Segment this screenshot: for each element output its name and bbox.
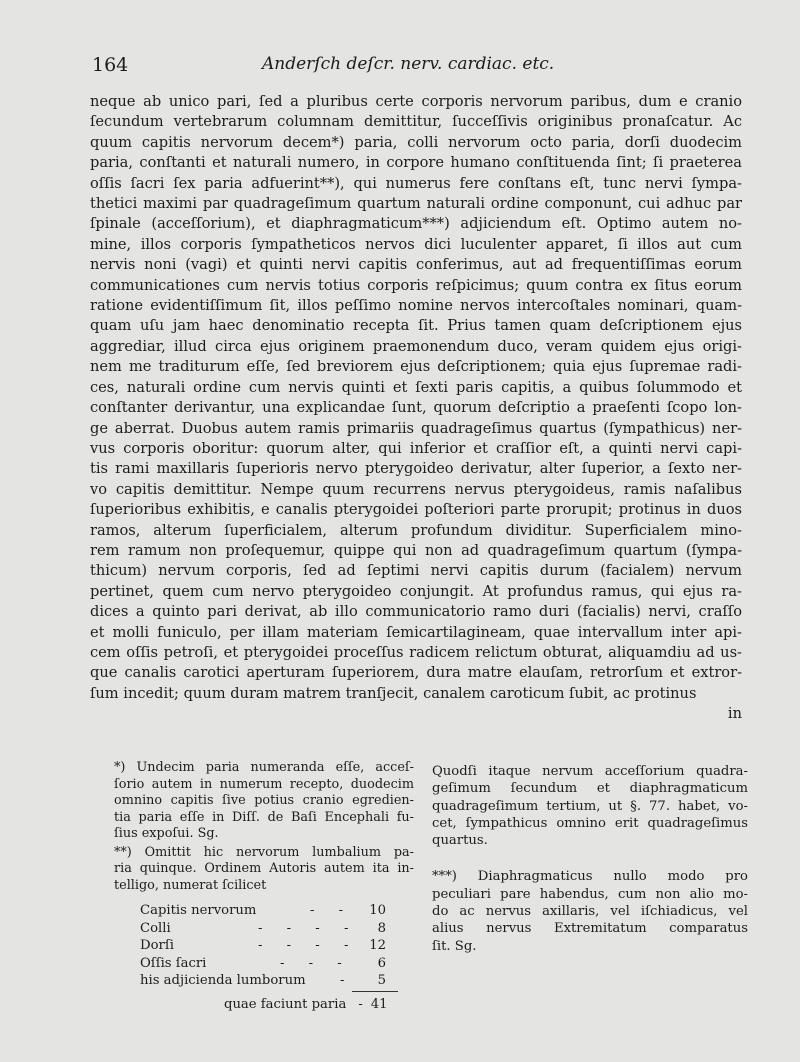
footnote-line: ſius expoſui. Sg. (114, 826, 219, 841)
tally-row (140, 937, 400, 955)
tally-total-dash: - (358, 997, 363, 1012)
footnote-line: alius nervus Extremitatum comparatus (432, 921, 748, 937)
text-line: ge aberrat. Duobus autem ramis primariis quadrageſimus quartus (ſympathicus) ner- (90, 419, 742, 437)
footnote-line: ***) Diaphragmaticus nullo modo pro (432, 869, 748, 885)
tally-value: 12 (369, 938, 386, 954)
text-line: ratione evidentiſſimum ſit, illos peſſimo nomine nervos intercoſtales nominari, quam- (90, 297, 742, 315)
catchword: in (727, 705, 742, 723)
tally-dashes: - - - - (258, 920, 359, 936)
footnote-line: quartus. (432, 833, 488, 849)
text-line: ramos, alterum ſuperficialem, alterum profundum dividitur. Superficialem mino- (90, 521, 742, 539)
text-line: tis rami maxillaris ſuperioris nervo pterygoideo derivatur, alter ſuperior, a ſexto ner- (90, 460, 742, 478)
tally-label: Dorſi (140, 938, 174, 954)
page-header (92, 54, 742, 80)
text-line: ſuperioribus exhibitis, e canalis pterygoidei poſteriori parte prorupit; protinus in duos (90, 501, 742, 519)
tally-dashes: - - - (280, 955, 352, 971)
tally-total-value: 41 (370, 997, 388, 1012)
tally-dashes: - - (310, 903, 354, 918)
footnote-line: omnino capitis ſive potius cranio egredien- (114, 793, 414, 808)
tally-value: 8 (377, 920, 386, 936)
footnote-line: quadrageſimum tertium, ut §. 77. habet, vo- (432, 798, 748, 814)
footnote-line: peculiari pare habendus, cum non alio mo- (432, 886, 748, 902)
footnote-line: telligo, numerat ſcilicet (114, 877, 267, 893)
footnote-line: ſorio autem in numerum recepto, duodecim (114, 776, 414, 792)
text-line: pertinet, quem cum nervo pterygoideo conjungit. At profundus ramus, qui ejus ra- (90, 582, 742, 600)
footnote-line: **) Omittit hic nervorum lumbalium pa- (114, 844, 414, 860)
main-text-block (90, 92, 742, 725)
text-line: paria, conſtanti et naturali numero, in corpore humano conſtituenda ſint; ſi praeterea (90, 154, 742, 172)
text-line: dices a quinto pari derivat, ab illo communicatorio ramo duri (facialis) nervi, craſſo (90, 603, 742, 621)
footnote-line: ſit. Sg. (432, 938, 477, 954)
text-line: rem ramum non proſequemur, quippe qui non ad quadrageſimum quartum (ſympa- (90, 541, 742, 559)
text-line: thicum) nervum corporis, ſed ad ſeptimi nervi capitis durum (facialem) nervum (90, 562, 742, 580)
text-line: ces, naturali ordine cum nervis quinti et ſexti paris capitis, a quibus ſolummodo et (90, 378, 742, 396)
tally-row (140, 920, 400, 938)
tally-total-row (224, 996, 388, 1014)
tally-label: Capitis nervorum (140, 903, 257, 918)
text-line: ſpinale (acceſſorium), et diaphragmaticum***) adjiciendum eſt. Optimo autem no- (90, 215, 742, 233)
text-line: oſſis ſacri ſex paria adfuerint**), qui numerus fere conſtans eſt, tunc nervi ſympa- (90, 174, 742, 192)
tally-label: Colli (140, 920, 171, 936)
text-line: thetici maximi par quadrageſimum quartum naturali ordine componunt, cui adhuc par (90, 195, 742, 213)
text-line: vo capitis demittitur. Nempe quum recurrens nervus pterygoideus, ramis naſalibus (90, 480, 742, 498)
text-line: nervis noni (vagi) et quinti nervi capitis conferimus, aut ad frequentiſſimas eorum (90, 256, 742, 274)
footnote-line: Quodſi itaque nervum acceſſorium quadra- (432, 764, 748, 779)
text-line: ſum incedit; quum duram matrem tranſjecit, canalem caroticum ſubit, ac protinus (90, 684, 697, 702)
text-line: cem oſſis petroſi, et pterygoidei proceſſus radicem relictum obturat, aliquamdiu ad us- (90, 643, 742, 661)
footnotes-right-column (432, 763, 748, 955)
tally-value: 10 (369, 903, 386, 918)
running-title: Anderſch deſcr. nerv. cardiac. etc. (262, 54, 555, 74)
text-line: vus corporis oboritur: quorum alter, qui inferior et craſſior eſt, a quinti nervi capi- (90, 439, 742, 457)
text-line: aggrediar, illud circa ejus originem praemonendum duco, veram quidem ejus origi- (90, 337, 742, 355)
footnote-line: cet, ſympathicus omnino erit quadrageſimus (432, 815, 748, 831)
footnotes-left-column (114, 760, 414, 894)
tally-row (140, 902, 400, 920)
nerve-pair-tally (140, 902, 400, 1012)
tally-label: his adjicienda lumborum (140, 973, 306, 989)
text-line: communicationes cum nervis totius corporis reſpicimus; quum contra ex ſitus eorum (90, 276, 742, 294)
tally-dashes: - (340, 973, 355, 989)
tally-value: 5 (377, 973, 386, 989)
tally-sum-rule (352, 991, 398, 992)
footnote-triple-asterisk (432, 868, 748, 954)
text-line: et molli funiculo, per illam materiam ſemicartilagineam, quae intervallum inter api- (90, 623, 742, 641)
text-line: quum capitis nervorum decem*) paria, colli nervorum octo paria, dorſi duodecim (90, 133, 742, 151)
footnote-line: tia paria eſſe in Diſſ. de Baſi Encephali fu- (114, 809, 414, 825)
text-line: nem me traditurum eſſe, ſed breviorem ejus deſcriptionem; quia ejus ſupremae radi- (90, 358, 742, 376)
page-number: 164 (92, 54, 129, 76)
text-line: ſecundum vertebrarum columnam demittitur, ſucceſſivis originibus pronaſcatur. Ac (90, 113, 742, 131)
footnote-line: geſimum ſecundum et diaphragmaticum (432, 781, 748, 797)
tally-row (140, 955, 400, 973)
text-line: mine, illos corporis ſympatheticos nervos dici luculenter apparet, ſi illos aut cum (90, 235, 742, 253)
tally-total-label: quae faciunt paria (224, 997, 347, 1012)
tally-label: Oſſis ſacri (140, 955, 207, 971)
footnote-line: *) Undecim paria numeranda eſſe, acceſ- (114, 760, 414, 775)
tally-dashes: - - - - (258, 938, 359, 954)
tally-value: 6 (377, 955, 386, 971)
footnote-line: ria quinque. Ordinem Autoris autem ita in- (114, 861, 414, 876)
tally-row (140, 972, 400, 990)
footnote-line: do ac nervus axillaris, vel iſchiadicus, vel (432, 904, 748, 920)
text-line: que canalis carotici aperturam ſuperiorem, dura matre elauſam, retrorſum et extror- (90, 664, 742, 682)
text-line: neque ab unico pari, ſed a pluribus certe corporis nervorum paribus, dum e cranio (90, 93, 742, 110)
footnote-continuation (432, 763, 748, 849)
text-line: conſtanter derivantur, una explicandae ſunt, quorum deſcriptio a praeſenti ſcopo lon- (90, 399, 742, 417)
text-line: quam uſu jam haec denominatio recepta ſit. Prius tamen quam deſcriptionem ejus (90, 317, 742, 335)
